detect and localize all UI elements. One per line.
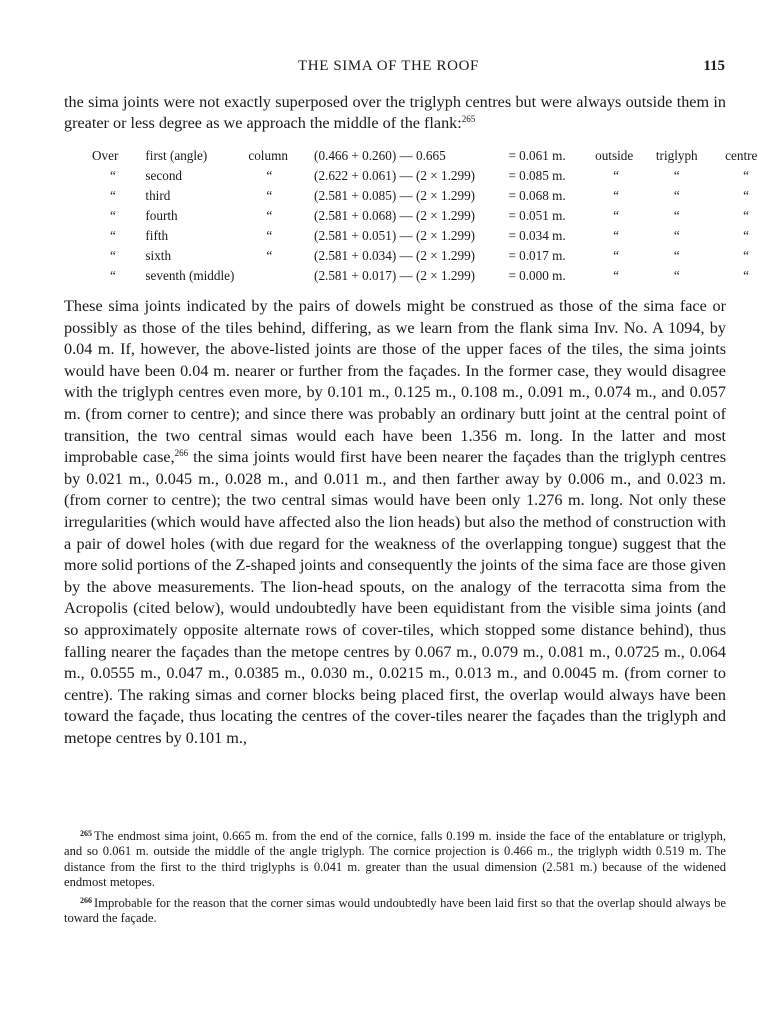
row-formula: (2.622 + 0.061) — (2 × 1.299) <box>314 168 476 183</box>
row-centre: “ <box>743 208 750 223</box>
running-head: THE SIMA OF THE ROOF <box>298 58 479 74</box>
row-formula: (0.466 + 0.260) — 0.665 <box>314 148 446 163</box>
row-prefix: “ <box>110 168 116 183</box>
row-triglyph: “ <box>673 208 680 223</box>
body-paragraph <box>64 296 726 749</box>
row-triglyph: “ <box>673 228 680 243</box>
row-outside: “ <box>613 208 619 223</box>
footnote-number: 265 <box>80 829 92 838</box>
table-row <box>92 186 777 206</box>
row-formula: (2.581 + 0.017) — (2 × 1.299) <box>314 268 476 283</box>
row-column-label: “ <box>266 248 273 263</box>
body-text-part2: the sima joints would first have been nearer the façades than the triglyph centres by 0.021 m., 0.045 m., 0.028 m., and 0.011 m., and then farther away by 0.006 m., and 0.023 m. (from corner to centre); the two central simas would have been only 1.276 m. long. Not only these irregularities (which would have affected also the lion heads) but also the method of construction with a pair of dowel holes (with due regard for the weakness of the overlapping tongue) suggest that the more solid portions of the Z-shaped joints and consequently the joints of the sima face are those given by the above measurements. The lion-head spouts, on the analogy of the terracotta sima from the Acropolis (cited below), would undoubtedly have been equidistant from the visible sima joints (and so approximately opposite alternate rows of cover-tiles, which stopped some distance behind), thus falling nearer the façades than the metope centres by 0.067 m., 0.079 m., 0.081 m., 0.0725 m., 0.064 m., 0.0555 m., 0.047 m., 0.0385 m., 0.030 m., 0.0215 m., 0.013 m., and 0.0045 m. (from corner to centre). The raking simas and corner blocks being placed first, the overlap would always have been toward the façade, thus locating the centres of the cover-tiles nearer the façades than the triglyph and metope centres by 0.101 m., <box>64 448 726 747</box>
page-number: 115 <box>703 58 725 74</box>
row-outside: “ <box>613 268 619 283</box>
table-row <box>92 166 777 186</box>
row-prefix: “ <box>110 228 116 243</box>
footnote-ref-265[interactable]: 265 <box>461 113 476 124</box>
footnote-266 <box>64 893 726 927</box>
intro-paragraph <box>64 92 726 133</box>
row-result: = 0.034 m. <box>508 228 566 243</box>
row-ordinal: first (angle) <box>145 148 208 163</box>
sima-joint-table <box>92 146 777 286</box>
row-prefix: “ <box>110 248 116 263</box>
row-result: = 0.000 m. <box>508 268 566 283</box>
row-formula: (2.581 + 0.034) — (2 × 1.299) <box>314 248 476 263</box>
row-centre: “ <box>743 268 750 283</box>
footnote-text: The endmost sima joint, 0.665 m. from the end of the cornice, falls 0.199 m. inside the face of the entablature or triglyph, and so 0.061 m. outside the middle of the angle triglyph. The cornice projection is 0.466 m., the triglyph width 0.519 m. The distance from the first to the third triglyphs is 0.041 m. greater than the usual dimension (2.581 m.) because of the widened endmost metopes. <box>64 829 726 890</box>
row-triglyph: “ <box>673 168 680 183</box>
row-formula: (2.581 + 0.085) — (2 × 1.299) <box>314 188 476 203</box>
table-row <box>92 206 777 226</box>
table-row <box>92 146 777 166</box>
row-column-label: column <box>248 148 288 163</box>
footnote-265 <box>64 826 726 891</box>
row-prefix: “ <box>110 268 116 283</box>
row-prefix: “ <box>110 188 116 203</box>
row-triglyph: “ <box>673 248 680 263</box>
footnote-number: 266 <box>80 895 92 905</box>
intro-text: the sima joints were not exactly superposed over the triglyph centres but were always outside them in greater or less degree as we approach the middle of the flank: <box>64 93 726 132</box>
footnotes <box>64 826 726 928</box>
row-triglyph: triglyph <box>655 148 698 163</box>
row-formula: (2.581 + 0.068) — (2 × 1.299) <box>314 208 476 223</box>
row-prefix: Over <box>92 148 119 163</box>
row-centre: “ <box>743 248 750 263</box>
row-prefix: “ <box>110 208 116 223</box>
table-row <box>92 226 777 246</box>
row-triglyph: “ <box>673 268 680 283</box>
row-ordinal: fifth <box>145 228 169 243</box>
row-result: = 0.068 m. <box>508 188 566 203</box>
row-ordinal: third <box>145 188 171 203</box>
row-column-label: “ <box>266 188 273 203</box>
row-outside: “ <box>613 228 619 243</box>
row-centre: “ <box>743 228 750 243</box>
body-text-part1: These sima joints indicated by the pairs of dowels might be construed as those of the sima face or possibly as those of the tiles behind, differing, as we learn from the flank sima Inv. No. A 1094, by 0.04 m. If, however, the above-listed joints are those of the upper faces of the tiles, the sima joints would have been 0.04 m. nearer or further from the façades. In the former case, they would disagree with the triglyph centres even more, by 0.101 m., 0.125 m., 0.108 m., 0.091 m., 0.074 m., and 0.057 m. (from corner to centre); and since there was probably an ordinary butt joint at the central point of transition, the two central simas would each have been 1.356 m. long. In the latter and most improbable case, <box>64 297 726 467</box>
row-outside: outside <box>595 148 634 163</box>
row-result: = 0.085 m. <box>508 168 566 183</box>
row-ordinal: fourth <box>145 208 178 223</box>
row-result: = 0.051 m. <box>508 208 566 223</box>
footnote-text: Improbable for the reason that the corner simas would undoubtedly have been laid first so that the overlap should always be toward the façade. <box>64 895 726 926</box>
row-column-label: “ <box>266 228 273 243</box>
row-ordinal: sixth <box>145 248 172 263</box>
row-centre: centre <box>725 148 758 163</box>
row-result: = 0.061 m. <box>508 148 566 163</box>
row-outside: “ <box>613 168 619 183</box>
table-row <box>92 246 777 266</box>
row-centre: “ <box>743 168 750 183</box>
row-centre: “ <box>743 188 750 203</box>
row-outside: “ <box>613 248 619 263</box>
table-row <box>92 266 777 286</box>
row-outside: “ <box>613 188 619 203</box>
row-ordinal: seventh (middle) <box>145 268 235 283</box>
row-result: = 0.017 m. <box>508 248 566 263</box>
page-header <box>0 58 777 80</box>
footnote-ref-266[interactable]: 266 <box>174 448 189 459</box>
row-triglyph: “ <box>673 188 680 203</box>
row-column-label: “ <box>266 208 273 223</box>
row-formula: (2.581 + 0.051) — (2 × 1.299) <box>314 228 476 243</box>
row-ordinal: second <box>145 168 183 183</box>
row-column-label: “ <box>266 168 273 183</box>
